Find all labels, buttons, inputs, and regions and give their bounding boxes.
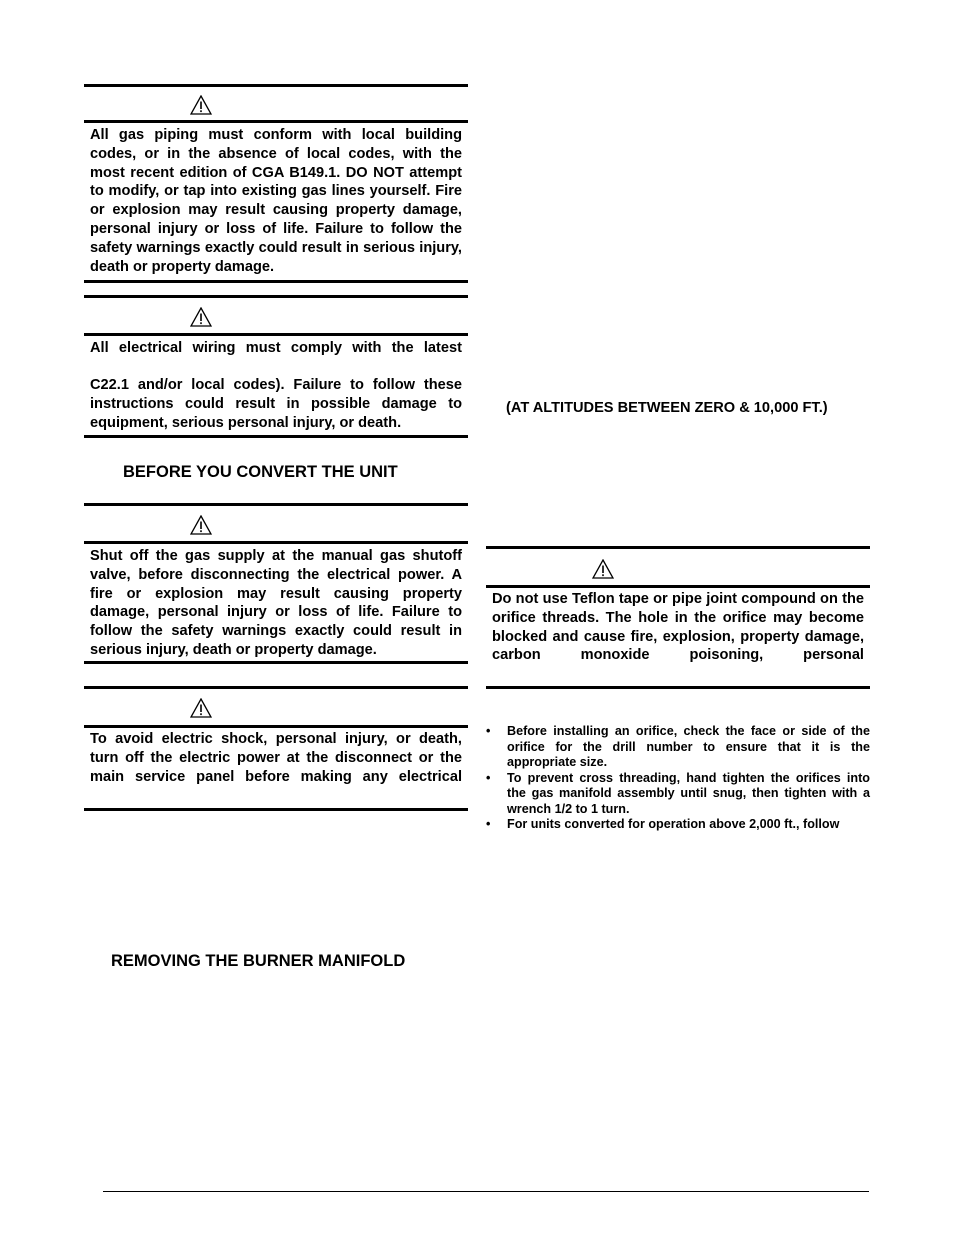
warning-teflon-tape: [486, 546, 870, 692]
bullet-icon: •: [486, 770, 491, 785]
warning-text: C22.1 and/or local codes). Failure to follow these instructions could result in possible damage to equipment, serious personal injury, or death.: [90, 377, 462, 431]
warning-text: All gas piping must conform with local building codes, or in the absence of local codes, with the most recent edition of CGA B149.1. DO NOT attempt to modify, or tap into existing gas lines yourself. Fire or explosion may result causing property damage, personal injury or loss of life. Failure to follow the safety warnings exactly could result in serious injury, death or property damage.: [90, 127, 462, 275]
altitude-note: (AT ALTITUDES BETWEEN ZERO & 10,000 FT.): [506, 400, 828, 416]
warning-mid-rule: [84, 725, 468, 728]
warning-text-line1: All electrical wiring must comply with the latest: [90, 340, 462, 356]
warning-top-rule: [84, 503, 468, 506]
warning-mid-rule: [84, 120, 468, 123]
warning-bottom-rule: [84, 280, 468, 283]
list-item: [486, 817, 870, 833]
list-item: [486, 771, 870, 818]
warning-mid-rule: [84, 541, 468, 544]
section-heading-before-convert: BEFORE YOU CONVERT THE UNIT: [123, 463, 398, 481]
bullet-icon: •: [486, 817, 491, 831]
warning-mid-rule: [84, 333, 468, 336]
warning-triangle-icon: [190, 515, 212, 535]
warning-electric-shock: [84, 686, 468, 814]
warning-bottom-rule: [84, 661, 468, 664]
list-item-text: For units converted for operation above 2,000 ft., follow: [507, 817, 840, 831]
warning-triangle-icon: [190, 307, 212, 327]
warning-gas-piping: [84, 84, 468, 286]
warning-text: Do not use Teflon tape or pipe joint compound on the orifice threads. The hole in the orifice may become blocked and cause fire, explosion, property damage, carbon monoxide poisoning, personal: [492, 591, 864, 664]
warning-mid-rule: [486, 585, 870, 588]
warning-triangle-icon: [592, 559, 614, 579]
warning-bottom-rule: [84, 435, 468, 438]
warning-triangle-icon: [190, 698, 212, 718]
list-item-text: Before installing an orifice, check the face or side of the orifice for the drill number to ensure that it is the appropriate size.: [507, 724, 870, 769]
warning-bottom-rule: [84, 808, 468, 811]
warning-bottom-rule: [486, 686, 870, 689]
warning-text: To avoid electric shock, personal injury, or death, turn off the electric power at the disconnect or the main service panel before making any electrical: [90, 731, 462, 785]
warning-triangle-icon: [190, 95, 212, 115]
bullet-icon: •: [486, 724, 491, 738]
warning-gas-shutoff: [84, 503, 468, 667]
list-item-text: To prevent cross threading, hand tighten the orifices into the gas manifold assembly until snug, then tighten with a wrench 1/2 to 1 turn.: [507, 770, 870, 816]
section-heading-removing-manifold: REMOVING THE BURNER MANIFOLD: [111, 952, 406, 970]
warning-top-rule: [486, 546, 870, 549]
warning-text: Shut off the gas supply at the manual gas shutoff valve, before disconnecting the electrical power. A fire or explosion may result causing property damage, personal injury or loss of life. Failure to follow the safety warnings exactly could result in serious injury, death or property damage.: [90, 548, 462, 658]
warning-top-rule: [84, 295, 468, 298]
list-item: [486, 724, 870, 771]
footer-rule: [103, 1191, 869, 1192]
warning-top-rule: [84, 686, 468, 689]
orifice-instructions-list: [486, 724, 870, 833]
warning-electrical-wiring: [84, 295, 468, 441]
warning-top-rule: [84, 84, 468, 87]
